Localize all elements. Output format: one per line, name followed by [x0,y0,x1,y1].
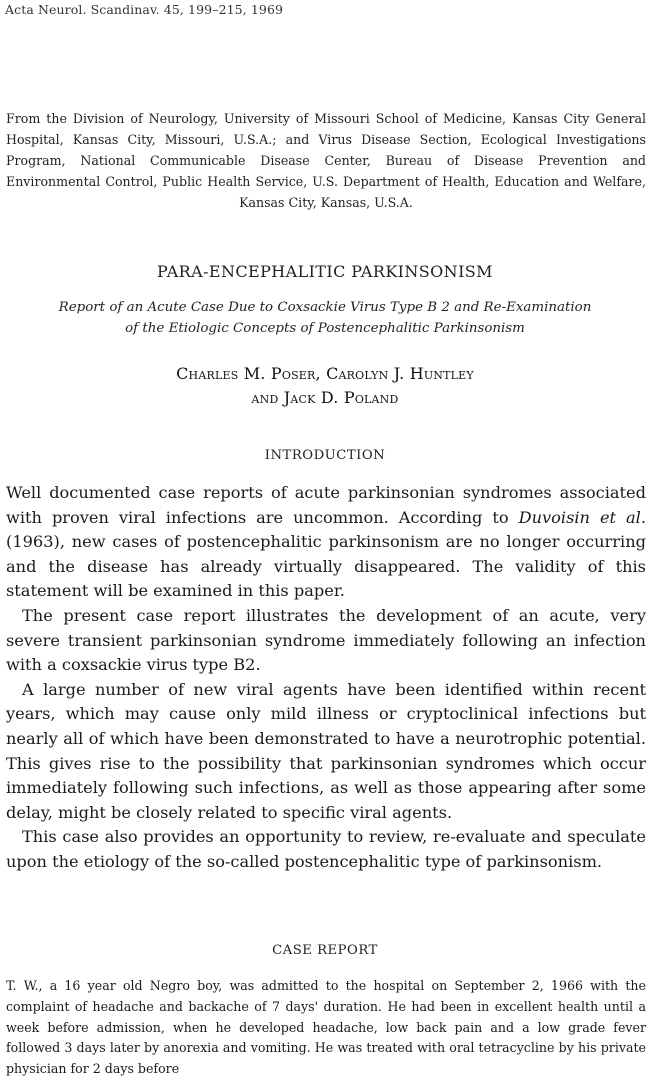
intro-paragraph-3: A large number of new viral agents have been identified within recent years, which may cause only mild illness or cryptoclinical infections but nearly all of which have been demonstrated to have a neurotrophic potential. This gives rise to the possibility that parkinsonian syndromes which occur immediately following such infections, as well as those appearing after some delay, might be closely related to specific viral agents. [6,679,646,822]
subtitle-line-2: of the Etiologic Concepts of Postencephalitic Parkinsonism [125,321,525,336]
authors-line-1: Charles M. Poser, Carolyn J. Huntley [176,364,474,383]
intro-paragraph-1 [6,481,646,604]
case-paragraph-1: T. W., a 16 year old Negro boy, was admitted to the hospital on September 2, 1966 with the complaint of headache and backache of 7 days' duration. He had been in excellent health until a week before admission, when he developed headache, low back pain and a low grade fever followed 3 days later by anorexia and vomiting. He was treated with oral tetracycline by his private physician for 2 days before [6,978,646,1077]
citation-duvoisin: Duvoisin et al. [518,507,646,527]
subtitle-line-1: Report of an Acute Case Due to Coxsackie Virus Type B 2 and Re-Examination [58,300,592,315]
article-title: PARA-ENCEPHALITIC PARKINSONISM [157,262,493,281]
case-report-heading: CASE REPORT [272,943,378,958]
introduction-heading: INTRODUCTION [264,448,386,463]
case-report-body [6,976,646,1080]
intro-p1-text-a: Well documented case reports of acute parkinsonian syndromes associated with proven viral infections are uncommon. According to [6,483,646,527]
author-affiliation: From the Division of Neurology, University of Missouri School of Medicine, Kansas City General Hospital, Kansas City, Missouri, U.S.A.; and Virus Disease Section, Ecological Investigations Program, National Communicable Disease Center, Bureau of Disease Prevention and Environmental Control, Public Health Service, U.S. Department of Health, Education and Welfare, Kansas City, Kansas, U.S.A. [6,111,646,210]
intro-paragraph-4: This case also provides an opportunity to review, re-evaluate and speculate upon the etiology of the so-called postencephalitic type of parkinsonism. [6,827,646,871]
intro-p1-text-b: (1963), new cases of postencephalitic parkinsonism are no longer occurring and the disease has already virtually disappeared. The validity of this statement will be examined in this paper. [6,532,646,601]
author-list [0,362,650,410]
journal-citation: Acta Neurol. Scandinav. 45, 199–215, 1969 [5,2,284,17]
article-subtitle [10,297,640,339]
authors-line-2: and Jack D. Poland [251,388,399,407]
intro-paragraph-2: The present case report illustrates the development of an acute, very severe transient parkinsonian syndrome immediately following an infection with a coxsackie virus type B2. [6,605,646,675]
introduction-body [6,481,646,875]
